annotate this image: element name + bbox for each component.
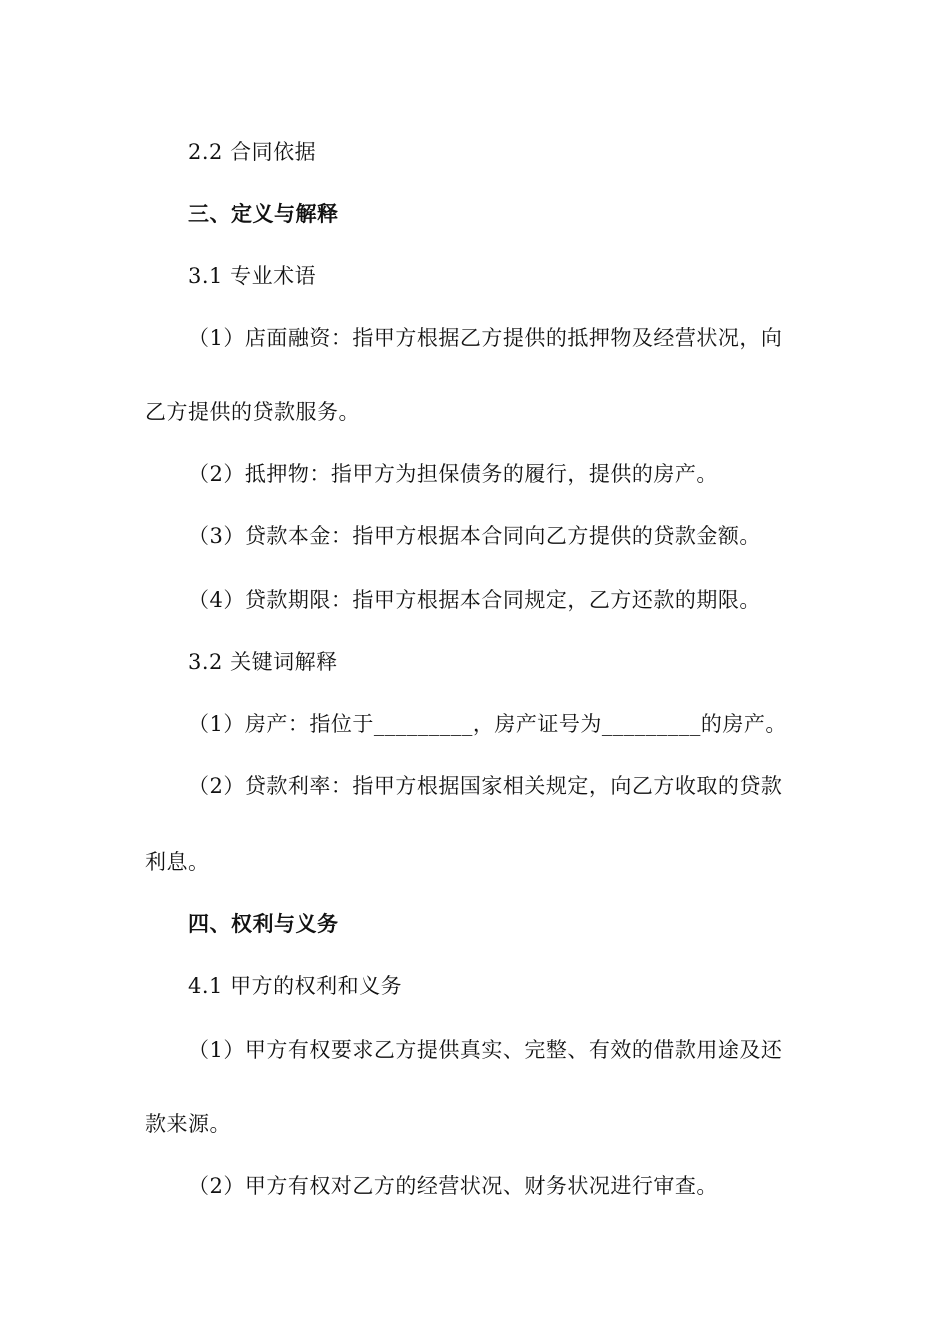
subsection-heading-4-1: 4.1 甲方的权利和义务	[188, 974, 403, 998]
paragraph-line: 利息。	[145, 850, 210, 874]
paragraph-line: （3）贷款本金：指甲方根据本合同向乙方提供的贷款金额。	[188, 524, 761, 548]
subsection-heading-2-2: 2.2 合同依据	[188, 140, 317, 164]
section-heading-4: 四、权利与义务	[188, 911, 339, 936]
paragraph-line: （1）店面融资：指甲方根据乙方提供的抵押物及经营状况，向	[188, 326, 783, 350]
paragraph-line-with-blanks: （1）房产：指位于_________，房产证号为_________的房产。	[188, 712, 787, 736]
section-heading-3: 三、定义与解释	[188, 201, 339, 226]
subsection-heading-3-1: 3.1 专业术语	[188, 264, 317, 288]
subsection-heading-3-2: 3.2 关键词解释	[188, 650, 338, 674]
paragraph-line: （1）甲方有权要求乙方提供真实、完整、有效的借款用途及还	[188, 1038, 783, 1062]
paragraph-line: （2）贷款利率：指甲方根据国家相关规定，向乙方收取的贷款	[188, 774, 783, 798]
paragraph-line: （2）甲方有权对乙方的经营状况、财务状况进行审查。	[188, 1174, 718, 1198]
paragraph-line: 款来源。	[145, 1112, 231, 1136]
paragraph-line: 乙方提供的贷款服务。	[145, 400, 360, 424]
paragraph-line: （4）贷款期限：指甲方根据本合同规定，乙方还款的期限。	[188, 588, 761, 612]
paragraph-line: （2）抵押物：指甲方为担保债务的履行，提供的房产。	[188, 462, 718, 486]
